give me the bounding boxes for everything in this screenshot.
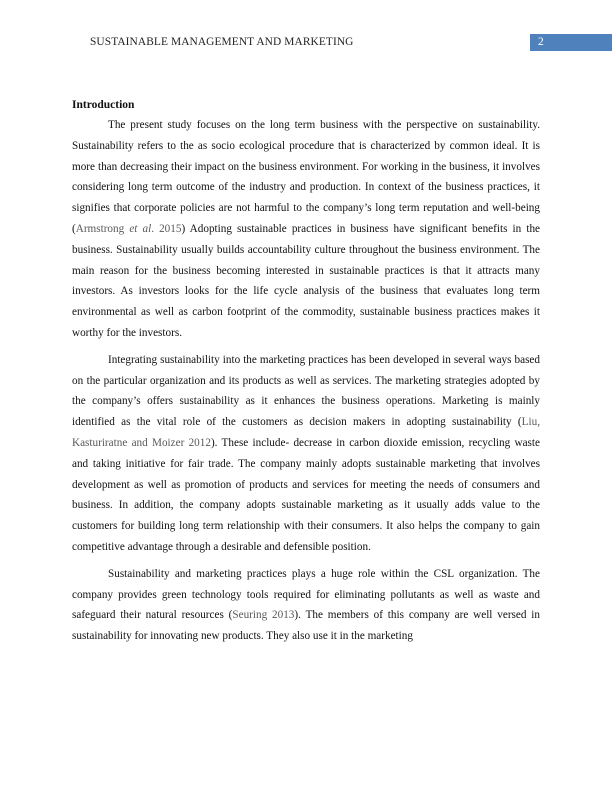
running-header-title: SUSTAINABLE MANAGEMENT AND MARKETING [90,36,354,48]
citation: Armstrong et al. 2015 [75,222,182,235]
document-body [72,95,540,653]
page-number-badge: 2 [530,34,612,51]
paragraph-text: Integrating sustainability into the marketing practices has been developed in several ways based on the particular organization and its products as well as services. The marketing strategies adopted by the company’s offers sustainability as it enhances the business operations. Marketing is mainly identified as the vital role of the customers as decision makers in adopting sustainability ( [72,353,540,429]
paragraph-text: ) Adopting sustainable practices in business have significant benefits in the business. Sustainability usually builds accountability culture throughout the business environment. The main reason for the business becoming interested in sustainable practices is that it attracts many investors. As investors looks for the life cycle analysis of the business that evaluates long term environmental as well as carbon footprint of the commodity, sustainable business practices makes it worthy for the investors. [72,222,540,339]
paragraph-1 [72,115,540,344]
paragraph-2 [72,350,540,558]
paragraph-text: ). The members of this company are well versed in sustainability for innovating new products. They also use it in the marketing [72,609,541,643]
section-heading: Introduction [72,99,135,111]
paragraph-3 [72,564,540,647]
paragraph-text: Sustainability and marketing practices plays a huge role within the CSL organization. The company provides green technology tools required for eliminating pollutants as well as waste and safeguard their natural resources ( [72,567,540,622]
paragraph-text: ). These include- decrease in carbon dioxide emission, recycling waste and taking initiative for fair trade. The company mainly adopts sustainable marketing that involves development as well as promotion of products and services for meeting the needs of consumers and business. In addition, the company adopts sustainable marketing as it usually adds value to the customers for building long term relationship with their consumers. It also helps the company to gain competitive advantage through a desirable and defensible position. [72,436,540,553]
paragraph-text: The present study focuses on the long term business with the perspective on sustainability. Sustainability refers to the as socio ecological procedure that is characterized by common ideal. It is more than decreasing their impact on the business environment. For working in the business, it involves considering long term outcome of the industry and production. In context of the business practices, it signifies that corporate policies are not harmful to the company’s long term reputation and well-being ( [72,119,540,235]
citation: Seuring 2013 [232,609,295,622]
citation: Liu, Kasturiratne and Moizer 2012 [72,416,540,449]
